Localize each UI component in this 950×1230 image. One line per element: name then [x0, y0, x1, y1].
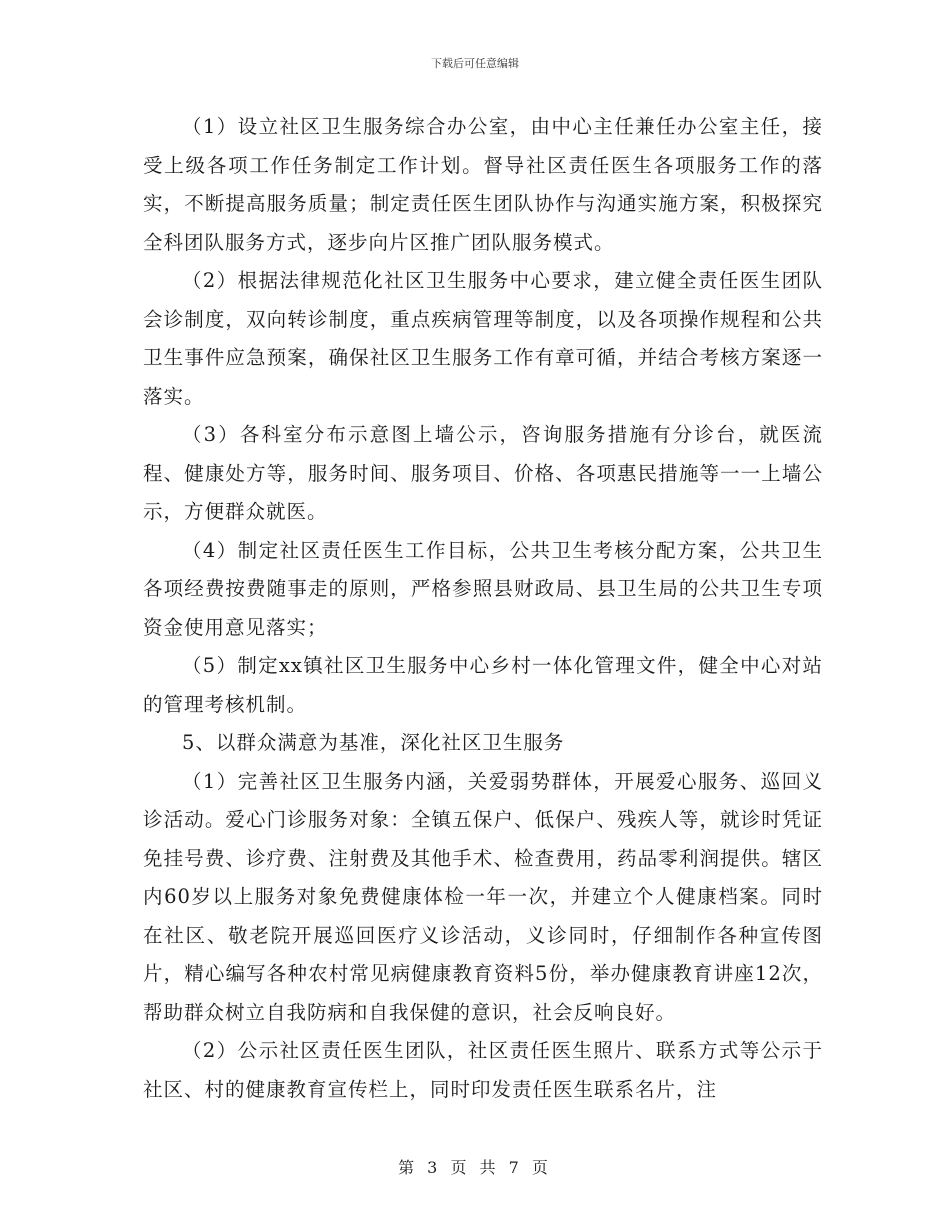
paragraph-6: （1）完善社区卫生服务内涵，关爱弱势群体，开展爱心服务、巡回义诊活动。爱心门诊服务对象：全镇五保户、低保户、残疾人等，就诊时凭证免挂号费、诊疗费、注射费及其他手术、检查费用，药品零利润提供。辖区内60岁以上服务对象免费健康体检一年一次，并建立个人健康档案。同时在社区、敬老院开展巡回医疗义诊活动，义诊同时，仔细制作各种宣传图片，精心编写各种农村常见病健康教育资料5份，举办健康教育讲座12次，帮助群众树立自我防病和自我保健的意识，社会反响良好。	[143, 769, 823, 1024]
paragraph-5: （5）制定xx镇社区卫生服务中心乡村一体化管理文件，健全中心对站的管理考核机制。	[143, 654, 823, 716]
paragraph-4: （4）制定社区责任医生工作目标，公共卫生考核分配方案，公共卫生各项经费按费随事走的原则，严格参照县财政局、县卫生局的公共卫生专项资金使用意见落实；	[143, 538, 823, 639]
paragraph-7: （2）公示社区责任医生团队，社区责任医生照片、联系方式等公示于社区、村的健康教育宣传栏上，同时印发责任医生联系名片，注	[143, 1039, 823, 1101]
paragraph-3: （3）各科室分布示意图上墙公示，咨询服务措施有分诊台，就医流程、健康处方等，服务时间、服务项目、价格、各项惠民措施等一一上墙公示，方便群众就医。	[143, 423, 823, 523]
paragraph-2: （2）根据法律规范化社区卫生服务中心要求，建立健全责任医生团队会诊制度，双向转诊制度，重点疾病管理等制度，以及各项操作规程和公共卫生事件应急预案，确保社区卫生服务工作有章可循，并结合考核方案逐一落实。	[143, 269, 823, 408]
page-header: 下载后可任意编辑	[431, 57, 519, 70]
document-body	[143, 108, 823, 1109]
page-number-footer: 第 3 页 共 7 页	[398, 1158, 552, 1177]
paragraph-1: （1）设立社区卫生服务综合办公室，由中心主任兼任办公室主任，接受上级各项工作任务制定工作计划。督导社区责任医生各项服务工作的落实，不断提高服务质量；制定责任医生团队协作与沟通实施方案，积极探究全科团队服务方式，逐步向片区推广团队服务模式。	[143, 115, 823, 254]
section-heading: 5、以群众满意为基准，深化社区卫生服务	[182, 731, 565, 754]
